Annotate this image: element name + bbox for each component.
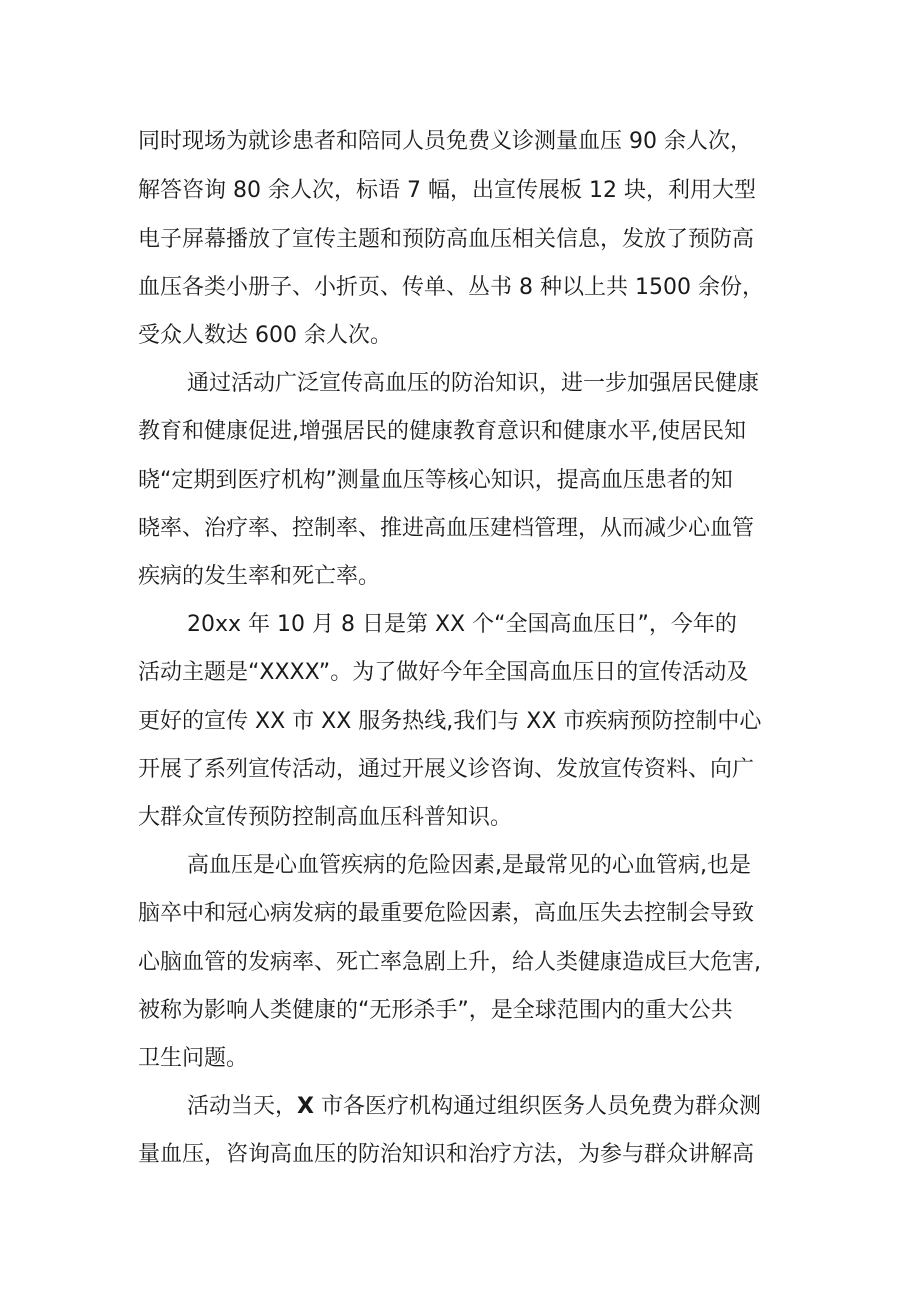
paragraph-2-line-1: 通过活动广泛宣传高血压的防治知识，进一步加强居民健康	[187, 371, 760, 396]
paragraph-1-line-4: 血压各类小册子、小折页、传单、丛书 8 种以上共 1500 余份，	[138, 275, 764, 300]
paragraph-1-line-2: 解答咨询 80 余人次，标语 7 幅，出宣传展板 12 块，利用大型	[138, 178, 756, 203]
paragraph-5-line-1-rest: 市各医疗机构通过组织医务人员免费为群众测	[313, 1094, 761, 1119]
paragraph-3-line-5: 大群众宣传预防控制高血压科普知识。	[138, 805, 513, 830]
paragraph-5-line-1-lead: 活动当天，	[187, 1094, 298, 1119]
paragraph-5-line-1	[187, 1087, 799, 1127]
paragraph-3-line-3: 更好的宣传 XX 市 XX 服务热线,我们与 XX 市疾病预防控制中心	[138, 709, 762, 734]
paragraph-1-line-5: 受众人数达 600 余人次。	[138, 323, 392, 348]
paragraph-3-line-2: 活动主题是“XXXX”。为了做好今年全国高血压日的宣传活动及	[138, 660, 749, 685]
paragraph-2-line-4: 晓率、治疗率、控制率、推进高血压建档管理，从而减少心血管	[138, 516, 755, 541]
paragraph-4-line-2: 脑卒中和冠心病发病的最重要危险因素，高血压失去控制会导致	[138, 901, 755, 926]
paragraph-2-line-2: 教育和健康促进,增强居民的健康教育意识和健康水平,使居民知	[138, 419, 746, 444]
paragraph-4-line-4: 被称为影响人类健康的“无形杀手”，是全球范围内的重大公共	[138, 998, 733, 1023]
paragraph-4-line-3: 心脑血管的发病率、死亡率急剧上升，给人类健康造成巨大危害,	[138, 950, 761, 975]
paragraph-4-line-5: 卫生问题。	[138, 1046, 249, 1071]
paragraph-1-line-3: 电子屏幕播放了宣传主题和预防高血压相关信息，发放了预防高	[138, 227, 755, 252]
paragraph-5-city-mark: X	[297, 1094, 314, 1119]
paragraph-2-line-3: 晓“定期到医疗机构”测量血压等核心知识，提高血压患者的知	[138, 468, 733, 493]
paragraph-5-line-2: 量血压，咨询高血压的防治知识和治疗方法，为参与群众讲解高	[138, 1142, 755, 1167]
paragraph-3-line-1: 20xx 年 10 月 8 日是第 XX 个“全国高血压日”，今年的	[187, 612, 737, 637]
paragraph-2-line-5: 疾病的发生率和死亡率。	[138, 564, 381, 589]
paragraph-4-line-1: 高血压是心血管疾病的危险因素,是最常见的心血管病,也是	[187, 853, 751, 878]
paragraph-1-line-1: 同时现场为就诊患者和陪同人员免费义诊测量血压 90 余人次，	[138, 129, 752, 154]
paragraph-3-line-4: 开展了系列宣传活动，通过开展义诊咨询、发放宣传资料、向广	[138, 757, 755, 782]
